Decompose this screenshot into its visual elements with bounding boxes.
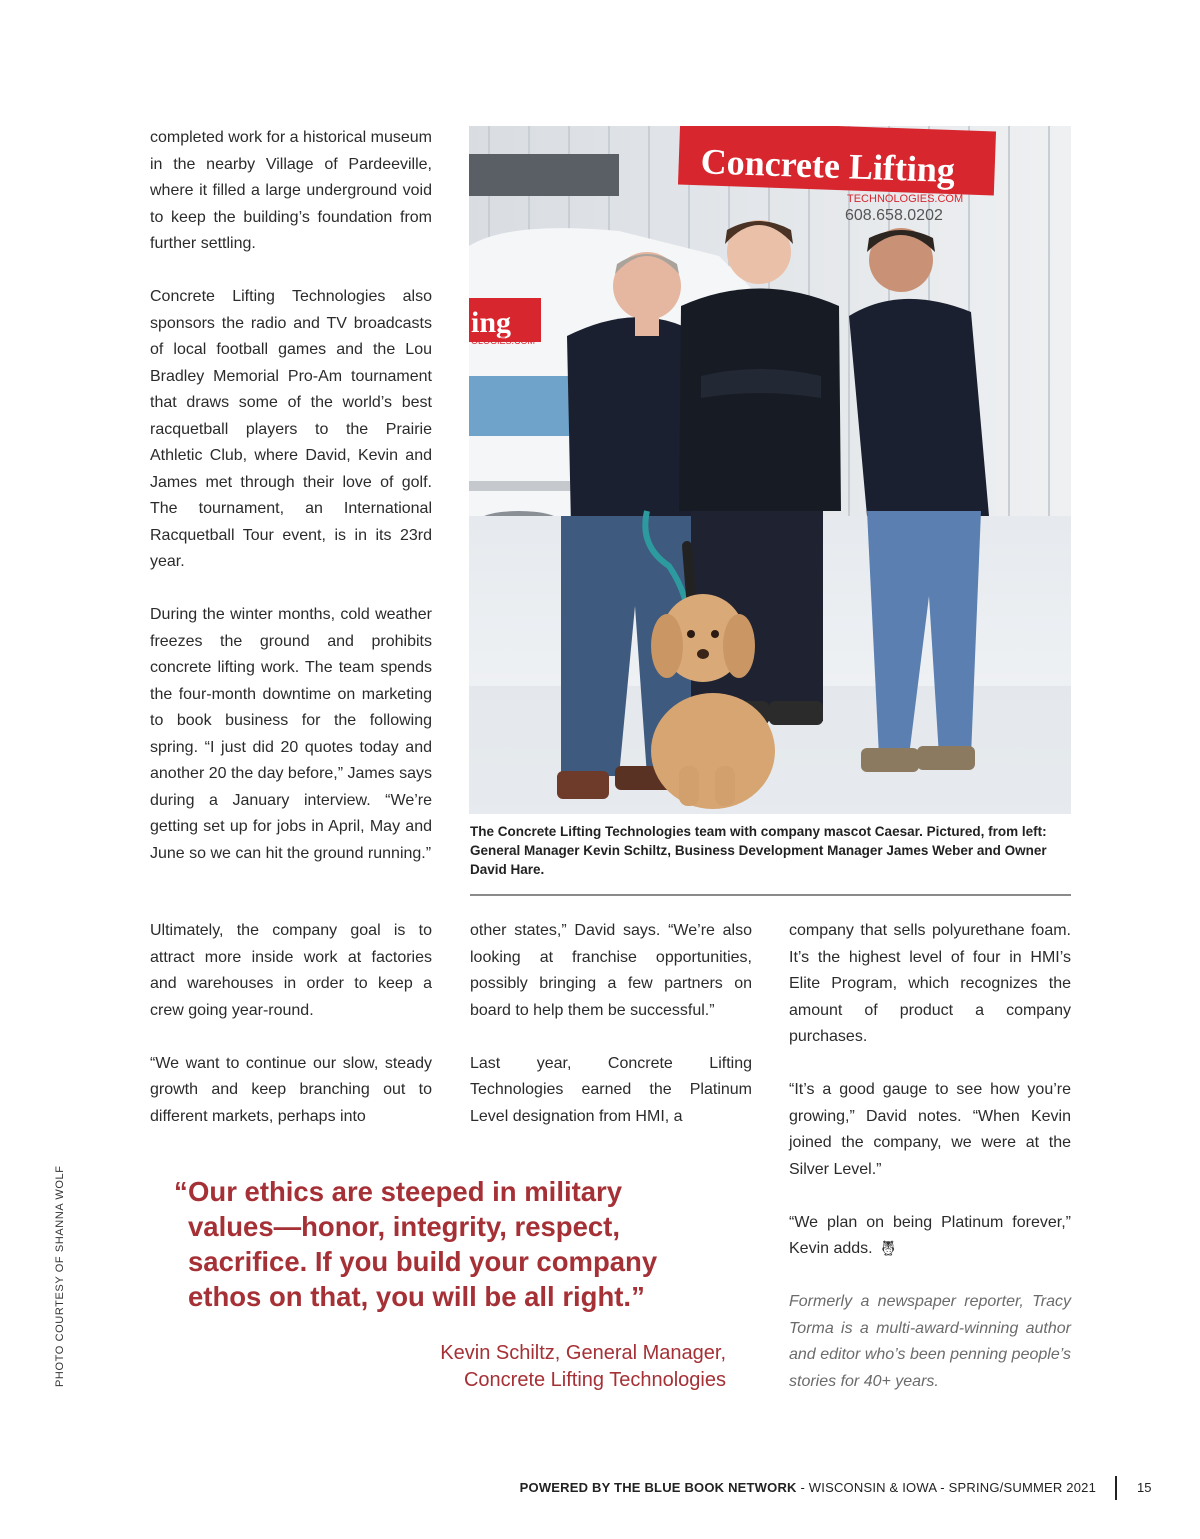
caption-divider bbox=[470, 894, 1071, 896]
paragraph-text: “We plan on being Platinum forever,” Kevin adds. bbox=[789, 1213, 1071, 1257]
paragraph: “It’s a good gauge to see how you’re growing,” David notes. “When Kevin joined the company, we were at the Silver Level.” bbox=[789, 1081, 1071, 1178]
paragraph: Last year, Concrete Lifting Technologies earned the Platinum Level designation from HMI, a bbox=[470, 1054, 752, 1125]
sign-url: TECHNOLOGIES.COM bbox=[847, 193, 964, 205]
van-text: ing bbox=[471, 306, 512, 339]
photo-credit: PHOTO COURTESY OF SHANNA WOLF bbox=[54, 1165, 66, 1387]
paragraph: other states,” David says. “We’re also looking at franchise opportunities, possibly bringing a few partners on board to help them be successful.” bbox=[470, 922, 752, 1019]
sign-phone: 608.658.0202 bbox=[845, 207, 943, 224]
article-column-middle-bottom bbox=[470, 918, 752, 1130]
closing-paragraph bbox=[789, 1210, 1071, 1263]
paragraph: completed work for a historical museum in the nearby Village of Pardeeville, where it filled a large underground void to keep the building’s foundation from further settling. bbox=[150, 129, 432, 252]
team-photo bbox=[469, 126, 1071, 814]
footer-divider bbox=[1115, 1476, 1117, 1500]
author-bio: Formerly a newspaper reporter, Tracy Torma is a multi-award-winning author and editor who’s been penning people’s stories for 40+ years. bbox=[789, 1293, 1071, 1390]
paragraph: “We want to continue our slow, steady growth and keep branching out to different markets, perhaps into bbox=[150, 1054, 432, 1125]
open-quote-mark: “ bbox=[174, 1176, 188, 1207]
footer-details: - WISCONSIN & IOWA - SPRING/SUMMER 2021 bbox=[796, 1480, 1096, 1495]
pull-quote-text: Our ethics are steeped in military values—honor, integrity, respect, sacrifice. If you build your company ethos on that, you will be all right.” bbox=[188, 1176, 658, 1312]
article-column-left-top bbox=[150, 125, 432, 867]
page-footer bbox=[300, 1480, 1096, 1495]
owl-icon: 🦉︎ bbox=[878, 1240, 898, 1257]
paragraph: Concrete Lifting Technologies also sponsors the radio and TV broadcasts of local football games and the Lou Bradley Memorial Pro-Am tournament that draws some of the world’s best racquetball players to the Prairie Athletic Club, where David, Kevin and James met through their love of golf. The tournament, an International Racquetball Tour event, is in its 23rd year. bbox=[150, 288, 432, 570]
van-url: OLOGIES.COM bbox=[471, 336, 536, 346]
paragraph: Ultimately, the company goal is to attract more inside work at factories and warehouses in order to keep a crew going year-round. bbox=[150, 922, 432, 1019]
photo-caption: The Concrete Lifting Technologies team with company mascot Caesar. Pictured, from left: General Manager Kevin Schiltz, Business Development Manager James Weber and Owner David Hare. bbox=[470, 824, 1047, 877]
page-number: 15 bbox=[1137, 1480, 1152, 1495]
paragraph: company that sells polyurethane foam. It’s the highest level of four in HMI’s Elite Program, which recognizes the amount of product a company purchases. bbox=[789, 922, 1071, 1045]
attribution-line: Concrete Lifting Technologies bbox=[463, 1369, 726, 1391]
attribution-line: Kevin Schiltz, General Manager, bbox=[440, 1342, 726, 1364]
pull-quote bbox=[174, 1174, 714, 1314]
footer-network: POWERED BY THE BLUE BOOK NETWORK bbox=[519, 1480, 797, 1495]
sign-text: Concrete Lifting bbox=[700, 141, 956, 191]
article-column-right-bottom bbox=[789, 918, 1071, 1395]
pull-quote-attribution bbox=[380, 1340, 726, 1394]
article-column-left-bottom bbox=[150, 918, 432, 1130]
paragraph: During the winter months, cold weather freezes the ground and prohibits concrete lifting work. The team spends the four-month downtime on marketing to book business for the following spring. “I just did 20 quotes today and another 20 the day before,” James says during a January interview. “We’re getting set up for jobs in April, May and June so we can hit the ground running.” bbox=[150, 606, 432, 862]
